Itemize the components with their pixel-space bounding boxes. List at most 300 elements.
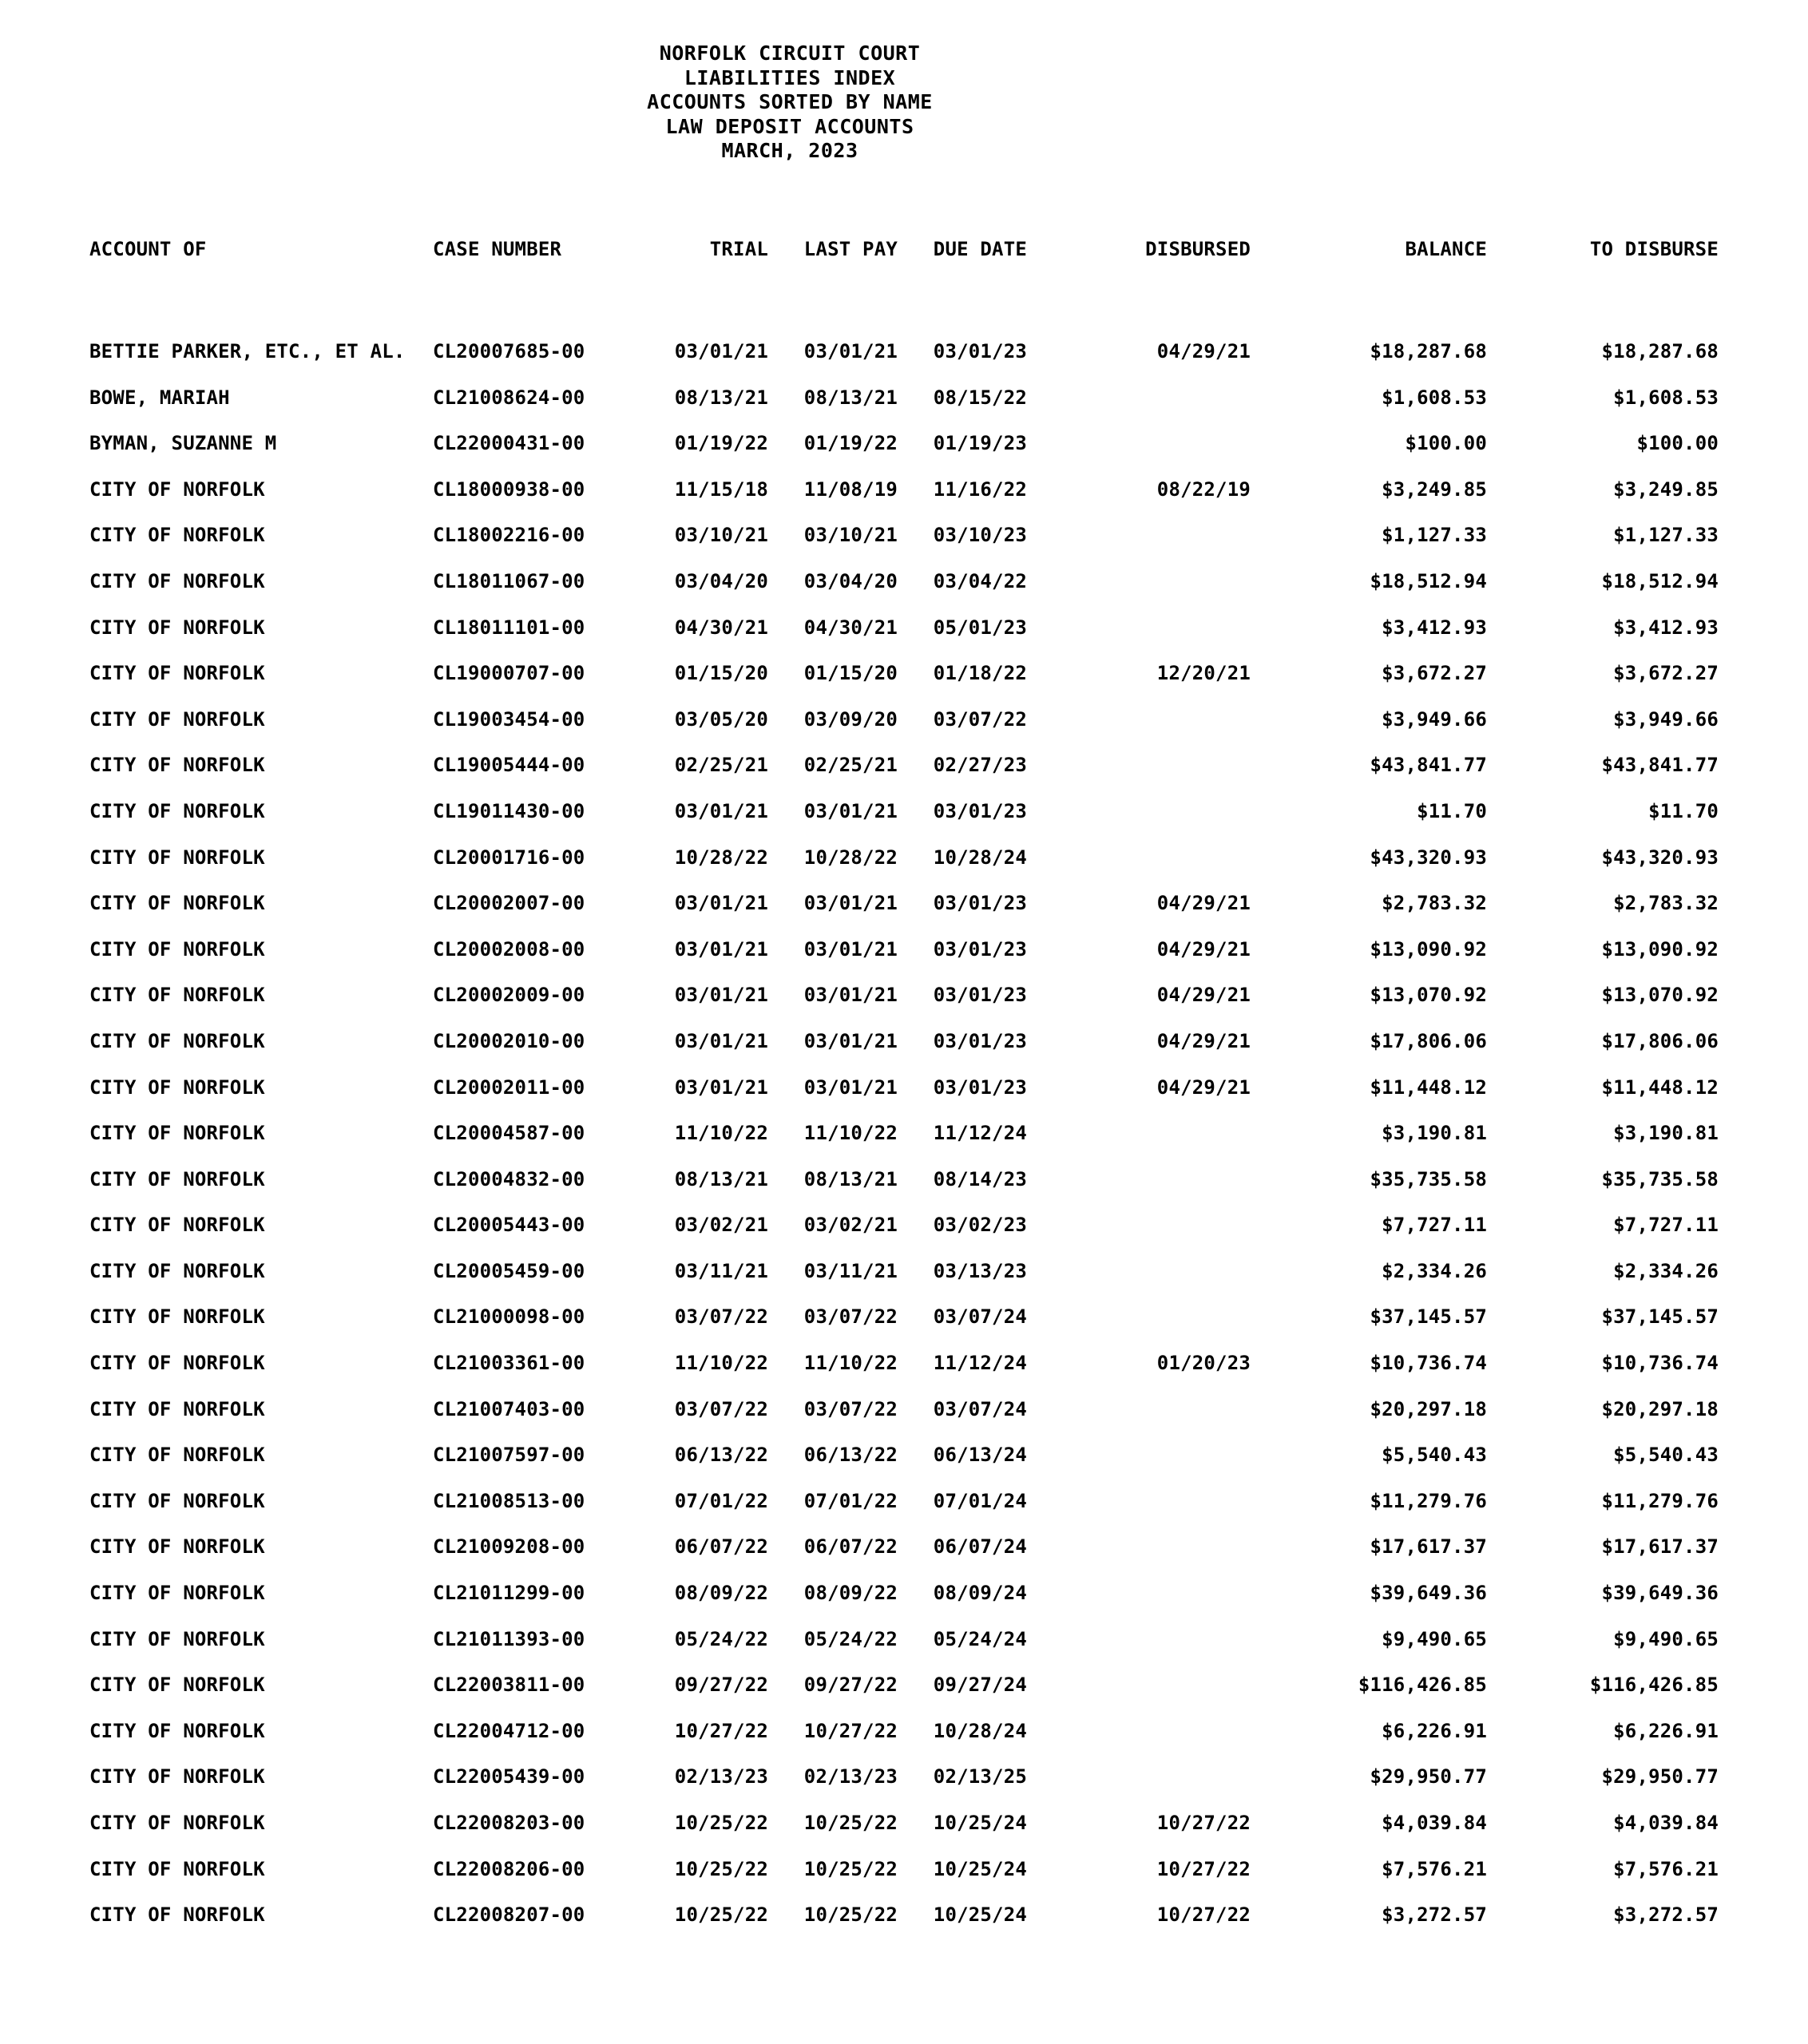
cell-last-pay: 10/25/22 <box>803 1857 898 1880</box>
cell-balance: $4,039.84 <box>1382 1812 1487 1834</box>
cell-to-disburse: $6,226.91 <box>1613 1719 1719 1742</box>
cell-due-date: 10/25/24 <box>933 1857 1027 1880</box>
cell-to-disburse: $17,617.37 <box>1601 1535 1719 1559</box>
cell-balance: $3,672.27 <box>1382 662 1487 685</box>
cell-due-date: 03/01/23 <box>933 937 1027 961</box>
cell-due-date: 03/01/23 <box>933 892 1027 915</box>
cell-to-disburse: $2,783.32 <box>1613 892 1719 915</box>
cell-last-pay: 05/24/22 <box>803 1627 898 1650</box>
cell-trial: 11/10/22 <box>674 1122 768 1145</box>
cell-last-pay: 11/10/22 <box>803 1122 898 1145</box>
cell-disbursed <box>1027 1202 1287 1249</box>
header-body-spacer <box>0 263 1808 329</box>
cell-last-pay: 01/19/22 <box>803 432 898 455</box>
table-row[interactable] <box>0 1202 1808 1249</box>
cell-to-disburse: $7,727.11 <box>1613 1214 1719 1237</box>
table-row[interactable] <box>0 972 1808 1019</box>
cell-account-of: CITY OF NORFOLK <box>89 1259 265 1282</box>
table-row[interactable] <box>0 881 1808 927</box>
cell-to-disburse: $11.70 <box>1648 799 1719 822</box>
cell-case-number: CL18011101-00 <box>433 616 585 639</box>
cell-account-of: CITY OF NORFOLK <box>89 707 265 731</box>
cell-disbursed <box>1027 1479 1287 1525</box>
cell-account-of: CITY OF NORFOLK <box>89 1122 265 1145</box>
table-row[interactable] <box>0 1294 1808 1341</box>
cell-disbursed: 04/29/21 <box>1156 937 1251 961</box>
cell-case-number: CL21011393-00 <box>433 1627 585 1650</box>
cell-case-number: CL18000938-00 <box>433 477 585 501</box>
cell-due-date: 02/27/23 <box>933 754 1027 777</box>
cell-balance: $3,272.57 <box>1382 1903 1487 1927</box>
cell-case-number: CL20004587-00 <box>433 1122 585 1145</box>
cell-trial: 10/25/22 <box>674 1857 768 1880</box>
table-row[interactable] <box>0 1709 1808 1755</box>
cell-trial: 03/01/21 <box>674 340 768 362</box>
cell-balance: $2,783.32 <box>1382 892 1487 915</box>
cell-trial: 08/13/21 <box>674 386 768 409</box>
cell-due-date: 11/12/24 <box>933 1352 1027 1375</box>
cell-balance: $3,249.85 <box>1382 477 1487 501</box>
cell-due-date: 01/19/23 <box>933 432 1027 455</box>
cell-to-disburse: $11,448.12 <box>1601 1075 1719 1099</box>
cell-disbursed <box>1027 1662 1287 1709</box>
column-header-balance: BALANCE <box>1405 238 1487 260</box>
cell-to-disburse: $18,512.94 <box>1601 569 1719 592</box>
cell-trial: 11/15/18 <box>674 477 768 501</box>
cell-trial: 03/01/21 <box>674 892 768 915</box>
cell-account-of: CITY OF NORFOLK <box>89 1214 265 1237</box>
cell-balance: $37,145.57 <box>1370 1305 1487 1329</box>
cell-trial: 07/01/22 <box>674 1489 768 1512</box>
cell-due-date: 10/25/24 <box>933 1812 1027 1834</box>
cell-account-of: CITY OF NORFOLK <box>89 799 265 822</box>
table-row[interactable] <box>0 605 1808 652</box>
cell-last-pay: 03/01/21 <box>803 340 898 362</box>
cell-balance: $3,190.81 <box>1382 1122 1487 1145</box>
cell-account-of: CITY OF NORFOLK <box>89 754 265 777</box>
cell-last-pay: 07/01/22 <box>803 1489 898 1512</box>
cell-trial: 10/25/22 <box>674 1812 768 1834</box>
report-title-period: MARCH, 2023 <box>721 139 858 162</box>
cell-account-of: CITY OF NORFOLK <box>89 1719 265 1742</box>
table-row[interactable] <box>0 375 1808 422</box>
cell-last-pay: 03/01/21 <box>803 892 898 915</box>
cell-to-disburse: $1,127.33 <box>1613 524 1719 547</box>
table-row[interactable] <box>0 421 1808 467</box>
cell-balance: $18,512.94 <box>1370 569 1487 592</box>
cell-balance: $116,426.85 <box>1358 1674 1487 1697</box>
cell-case-number: CL21011299-00 <box>433 1582 585 1605</box>
cell-case-number: CL20002009-00 <box>433 984 585 1007</box>
cell-case-number: CL18011067-00 <box>433 569 585 592</box>
cell-trial: 09/27/22 <box>674 1674 768 1697</box>
cell-last-pay: 11/08/19 <box>803 477 898 501</box>
cell-due-date: 02/13/25 <box>933 1765 1027 1788</box>
table-row[interactable] <box>0 1571 1808 1617</box>
cell-account-of: CITY OF NORFOLK <box>89 616 265 639</box>
cell-last-pay: 03/09/20 <box>803 707 898 731</box>
cell-account-of: CITY OF NORFOLK <box>89 937 265 961</box>
report-header <box>0 42 1580 164</box>
cell-case-number: CL21007403-00 <box>433 1397 585 1420</box>
column-header-due-date: DUE DATE <box>933 238 1027 260</box>
cell-account-of: CITY OF NORFOLK <box>89 1352 265 1375</box>
table-row[interactable] <box>0 927 1808 973</box>
cell-due-date: 03/02/23 <box>933 1214 1027 1237</box>
cell-to-disburse: $11,279.76 <box>1601 1489 1719 1512</box>
cell-due-date: 09/27/24 <box>933 1674 1027 1697</box>
cell-disbursed: 04/29/21 <box>1156 1075 1251 1099</box>
cell-disbursed: 10/27/22 <box>1156 1812 1251 1834</box>
cell-last-pay: 03/07/22 <box>803 1397 898 1420</box>
cell-trial: 05/24/22 <box>674 1627 768 1650</box>
cell-to-disburse: $18,287.68 <box>1601 340 1719 362</box>
cell-trial: 01/19/22 <box>674 432 768 455</box>
cell-account-of: BYMAN, SUZANNE M <box>89 432 277 455</box>
cell-case-number: CL21008513-00 <box>433 1489 585 1512</box>
cell-due-date: 03/04/22 <box>933 569 1027 592</box>
cell-to-disburse: $17,806.06 <box>1601 1029 1719 1052</box>
cell-due-date: 03/10/23 <box>933 524 1027 547</box>
cell-case-number: CL22003811-00 <box>433 1674 585 1697</box>
cell-last-pay: 03/01/21 <box>803 799 898 822</box>
cell-to-disburse: $7,576.21 <box>1613 1857 1719 1880</box>
table-row[interactable] <box>0 1111 1808 1157</box>
cell-disbursed <box>1027 697 1287 743</box>
table-row[interactable] <box>0 651 1808 697</box>
cell-account-of: CITY OF NORFOLK <box>89 1765 265 1788</box>
cell-disbursed <box>1027 1754 1287 1800</box>
cell-to-disburse: $35,735.58 <box>1601 1167 1719 1190</box>
table-row[interactable] <box>0 513 1808 559</box>
cell-disbursed: 12/20/21 <box>1156 662 1251 685</box>
cell-balance: $1,127.33 <box>1382 524 1487 547</box>
cell-last-pay: 03/04/20 <box>803 569 898 592</box>
cell-last-pay: 10/25/22 <box>803 1903 898 1927</box>
cell-to-disburse: $37,145.57 <box>1601 1305 1719 1329</box>
cell-trial: 02/25/21 <box>674 754 768 777</box>
cell-disbursed <box>1027 1524 1287 1571</box>
cell-disbursed: 04/29/21 <box>1156 1029 1251 1052</box>
cell-account-of: CITY OF NORFOLK <box>89 1444 265 1467</box>
table-body <box>0 263 1808 1939</box>
cell-last-pay: 10/27/22 <box>803 1719 898 1742</box>
cell-last-pay: 06/07/22 <box>803 1535 898 1559</box>
cell-to-disburse: $3,272.57 <box>1613 1903 1719 1927</box>
column-header-case-number: CASE NUMBER <box>433 238 562 260</box>
cell-account-of: CITY OF NORFOLK <box>89 846 265 869</box>
table-row[interactable] <box>0 1019 1808 1065</box>
cell-case-number: CL21008624-00 <box>433 386 585 409</box>
cell-case-number: CL22000431-00 <box>433 432 585 455</box>
cell-disbursed <box>1027 1571 1287 1617</box>
table-row[interactable] <box>0 1479 1808 1525</box>
cell-disbursed <box>1027 1249 1287 1295</box>
cell-balance: $6,226.91 <box>1382 1719 1487 1742</box>
table-header <box>0 235 1808 263</box>
cell-balance: $7,576.21 <box>1382 1857 1487 1880</box>
cell-disbursed <box>1027 1157 1287 1203</box>
cell-disbursed <box>1027 605 1287 652</box>
table-row[interactable] <box>0 467 1808 513</box>
cell-trial: 03/04/20 <box>674 569 768 592</box>
cell-last-pay: 08/09/22 <box>803 1582 898 1605</box>
cell-account-of: CITY OF NORFOLK <box>89 1167 265 1190</box>
cell-account-of: BOWE, MARIAH <box>89 386 230 409</box>
table-row[interactable] <box>0 1892 1808 1939</box>
cell-case-number: CL22008207-00 <box>433 1903 585 1927</box>
cell-trial: 03/01/21 <box>674 1075 768 1099</box>
cell-balance: $11,279.76 <box>1370 1489 1487 1512</box>
cell-trial: 10/28/22 <box>674 846 768 869</box>
table-row[interactable] <box>0 1662 1808 1709</box>
cell-case-number: CL21009208-00 <box>433 1535 585 1559</box>
cell-last-pay: 01/15/20 <box>803 662 898 685</box>
cell-due-date: 03/07/24 <box>933 1305 1027 1329</box>
cell-to-disburse: $100.00 <box>1636 432 1719 455</box>
cell-trial: 02/13/23 <box>674 1765 768 1788</box>
column-header-to-disburse: TO DISBURSE <box>1589 238 1719 260</box>
table-row[interactable] <box>0 743 1808 789</box>
cell-due-date: 03/13/23 <box>933 1259 1027 1282</box>
cell-to-disburse: $9,490.65 <box>1613 1627 1719 1650</box>
cell-case-number: CL19003454-00 <box>433 707 585 731</box>
table-row[interactable] <box>0 1249 1808 1295</box>
cell-balance: $3,412.93 <box>1382 616 1487 639</box>
cell-last-pay: 03/02/21 <box>803 1214 898 1237</box>
spacer-cell <box>0 263 1808 329</box>
cell-disbursed <box>1027 513 1287 559</box>
table-row[interactable] <box>0 1800 1808 1847</box>
table-header-row <box>0 235 1808 263</box>
cell-case-number: CL22008206-00 <box>433 1857 585 1880</box>
cell-disbursed <box>1027 835 1287 881</box>
column-header-last-pay: LAST PAY <box>803 238 898 260</box>
cell-due-date: 05/01/23 <box>933 616 1027 639</box>
cell-disbursed <box>1027 1294 1287 1341</box>
table-row[interactable] <box>0 1754 1808 1800</box>
cell-trial: 06/13/22 <box>674 1444 768 1467</box>
cell-account-of: CITY OF NORFOLK <box>89 1029 265 1052</box>
cell-due-date: 03/01/23 <box>933 799 1027 822</box>
report-title-index: LIABILITIES INDEX <box>684 65 896 89</box>
cell-due-date: 03/07/24 <box>933 1397 1027 1420</box>
table-row[interactable] <box>0 559 1808 605</box>
table-row[interactable] <box>0 835 1808 881</box>
cell-balance: $43,841.77 <box>1370 754 1487 777</box>
table-row[interactable] <box>0 1387 1808 1433</box>
cell-account-of: CITY OF NORFOLK <box>89 1582 265 1605</box>
cell-last-pay: 08/13/21 <box>803 386 898 409</box>
cell-trial: 03/01/21 <box>674 1029 768 1052</box>
cell-trial: 03/10/21 <box>674 524 768 547</box>
cell-due-date: 01/18/22 <box>933 662 1027 685</box>
cell-last-pay: 03/01/21 <box>803 937 898 961</box>
cell-account-of: CITY OF NORFOLK <box>89 524 265 547</box>
cell-to-disburse: $43,320.93 <box>1601 846 1719 869</box>
cell-case-number: CL18002216-00 <box>433 524 585 547</box>
cell-due-date: 08/15/22 <box>933 386 1027 409</box>
cell-account-of: CITY OF NORFOLK <box>89 1489 265 1512</box>
cell-balance: $17,617.37 <box>1370 1535 1487 1559</box>
cell-to-disburse: $116,426.85 <box>1589 1674 1719 1697</box>
cell-disbursed: 10/27/22 <box>1156 1903 1251 1927</box>
cell-balance: $3,949.66 <box>1382 707 1487 731</box>
cell-account-of: CITY OF NORFOLK <box>89 569 265 592</box>
cell-to-disburse: $4,039.84 <box>1613 1812 1719 1834</box>
cell-due-date: 07/01/24 <box>933 1489 1027 1512</box>
cell-to-disburse: $13,070.92 <box>1601 984 1719 1007</box>
table-row[interactable] <box>0 1847 1808 1893</box>
cell-due-date: 11/12/24 <box>933 1122 1027 1145</box>
cell-balance: $2,334.26 <box>1382 1259 1487 1282</box>
cell-trial: 10/27/22 <box>674 1719 768 1742</box>
cell-account-of: CITY OF NORFOLK <box>89 662 265 685</box>
table-row[interactable] <box>0 789 1808 835</box>
cell-to-disburse: $29,950.77 <box>1601 1765 1719 1788</box>
cell-to-disburse: $3,249.85 <box>1613 477 1719 501</box>
table-row[interactable] <box>0 1157 1808 1203</box>
cell-case-number: CL22008203-00 <box>433 1812 585 1834</box>
cell-balance: $17,806.06 <box>1370 1029 1487 1052</box>
cell-disbursed <box>1027 1617 1287 1663</box>
cell-due-date: 05/24/24 <box>933 1627 1027 1650</box>
cell-balance: $20,297.18 <box>1370 1397 1487 1420</box>
cell-disbursed <box>1027 421 1287 467</box>
cell-due-date: 03/07/22 <box>933 707 1027 731</box>
cell-to-disburse: $1,608.53 <box>1613 386 1719 409</box>
cell-balance: $100.00 <box>1405 432 1487 455</box>
cell-last-pay: 09/27/22 <box>803 1674 898 1697</box>
cell-to-disburse: $13,090.92 <box>1601 937 1719 961</box>
table-row[interactable] <box>0 1432 1808 1479</box>
cell-last-pay: 04/30/21 <box>803 616 898 639</box>
cell-trial: 08/13/21 <box>674 1167 768 1190</box>
cell-due-date: 11/16/22 <box>933 477 1027 501</box>
cell-case-number: CL20001716-00 <box>433 846 585 869</box>
cell-disbursed <box>1027 1111 1287 1157</box>
cell-account-of: CITY OF NORFOLK <box>89 984 265 1007</box>
cell-last-pay: 03/01/21 <box>803 984 898 1007</box>
cell-to-disburse: $20,297.18 <box>1601 1397 1719 1420</box>
cell-case-number: CL20002008-00 <box>433 937 585 961</box>
cell-case-number: CL20002010-00 <box>433 1029 585 1052</box>
cell-case-number: CL21007597-00 <box>433 1444 585 1467</box>
column-header-trial: TRIAL <box>709 238 768 260</box>
cell-trial: 03/11/21 <box>674 1259 768 1282</box>
cell-balance: $13,070.92 <box>1370 984 1487 1007</box>
cell-disbursed: 10/27/22 <box>1156 1857 1251 1880</box>
cell-to-disburse: $3,190.81 <box>1613 1122 1719 1145</box>
cell-due-date: 10/28/24 <box>933 1719 1027 1742</box>
cell-trial: 04/30/21 <box>674 616 768 639</box>
table-row[interactable] <box>0 1617 1808 1663</box>
cell-balance: $13,090.92 <box>1370 937 1487 961</box>
cell-disbursed: 08/22/19 <box>1156 477 1251 501</box>
cell-balance: $11.70 <box>1417 799 1487 822</box>
cell-case-number: CL21000098-00 <box>433 1305 585 1329</box>
cell-disbursed: 04/29/21 <box>1156 892 1251 915</box>
cell-disbursed: 04/29/21 <box>1156 340 1251 362</box>
cell-account-of: CITY OF NORFOLK <box>89 477 265 501</box>
cell-trial: 03/05/20 <box>674 707 768 731</box>
cell-account-of: BETTIE PARKER, ETC., ET AL. <box>89 340 406 362</box>
cell-disbursed <box>1027 375 1287 422</box>
cell-balance: $39,649.36 <box>1370 1582 1487 1605</box>
cell-disbursed: 04/29/21 <box>1156 984 1251 1007</box>
cell-last-pay: 02/25/21 <box>803 754 898 777</box>
cell-trial: 01/15/20 <box>674 662 768 685</box>
cell-due-date: 10/25/24 <box>933 1903 1027 1927</box>
cell-to-disburse: $10,736.74 <box>1601 1352 1719 1375</box>
cell-account-of: CITY OF NORFOLK <box>89 892 265 915</box>
cell-last-pay: 10/25/22 <box>803 1812 898 1834</box>
cell-to-disburse: $3,949.66 <box>1613 707 1719 731</box>
cell-last-pay: 08/13/21 <box>803 1167 898 1190</box>
table-row[interactable] <box>0 1065 1808 1111</box>
cell-last-pay: 11/10/22 <box>803 1352 898 1375</box>
cell-account-of: CITY OF NORFOLK <box>89 1535 265 1559</box>
cell-to-disburse: $3,672.27 <box>1613 662 1719 685</box>
cell-case-number: CL20007685-00 <box>433 340 585 362</box>
table-row[interactable] <box>0 329 1808 375</box>
column-header-account-of: ACCOUNT OF <box>89 238 207 260</box>
cell-trial: 03/01/21 <box>674 799 768 822</box>
cell-last-pay: 03/11/21 <box>803 1259 898 1282</box>
cell-case-number: CL20002007-00 <box>433 892 585 915</box>
cell-case-number: CL20005459-00 <box>433 1259 585 1282</box>
cell-due-date: 06/07/24 <box>933 1535 1027 1559</box>
cell-due-date: 08/09/24 <box>933 1582 1027 1605</box>
cell-balance: $1,608.53 <box>1382 386 1487 409</box>
table-row[interactable] <box>0 1524 1808 1571</box>
cell-trial: 06/07/22 <box>674 1535 768 1559</box>
cell-balance: $35,735.58 <box>1370 1167 1487 1190</box>
cell-account-of: CITY OF NORFOLK <box>89 1903 265 1927</box>
cell-trial: 10/25/22 <box>674 1903 768 1927</box>
cell-disbursed <box>1027 789 1287 835</box>
cell-balance: $9,490.65 <box>1382 1627 1487 1650</box>
cell-trial: 03/01/21 <box>674 937 768 961</box>
cell-disbursed <box>1027 743 1287 789</box>
cell-due-date: 10/28/24 <box>933 846 1027 869</box>
cell-account-of: CITY OF NORFOLK <box>89 1305 265 1329</box>
report-title-account-type: LAW DEPOSIT ACCOUNTS <box>665 114 914 138</box>
cell-last-pay: 06/13/22 <box>803 1444 898 1467</box>
cell-trial: 03/02/21 <box>674 1214 768 1237</box>
cell-due-date: 03/01/23 <box>933 340 1027 362</box>
cell-balance: $29,950.77 <box>1370 1765 1487 1788</box>
cell-to-disburse: $2,334.26 <box>1613 1259 1719 1282</box>
cell-case-number: CL19000707-00 <box>433 662 585 685</box>
cell-case-number: CL19005444-00 <box>433 754 585 777</box>
cell-case-number: CL22005439-00 <box>433 1765 585 1788</box>
cell-last-pay: 03/01/21 <box>803 1075 898 1099</box>
cell-disbursed <box>1027 1709 1287 1755</box>
cell-case-number: CL20004832-00 <box>433 1167 585 1190</box>
cell-balance: $10,736.74 <box>1370 1352 1487 1375</box>
cell-trial: 03/07/22 <box>674 1397 768 1420</box>
cell-account-of: CITY OF NORFOLK <box>89 1857 265 1880</box>
cell-disbursed: 01/20/23 <box>1156 1352 1251 1375</box>
cell-trial: 03/01/21 <box>674 984 768 1007</box>
cell-account-of: CITY OF NORFOLK <box>89 1075 265 1099</box>
table-row[interactable] <box>0 1341 1808 1387</box>
cell-due-date: 03/01/23 <box>933 1029 1027 1052</box>
cell-account-of: CITY OF NORFOLK <box>89 1627 265 1650</box>
cell-balance: $11,448.12 <box>1370 1075 1487 1099</box>
table-row[interactable] <box>0 697 1808 743</box>
